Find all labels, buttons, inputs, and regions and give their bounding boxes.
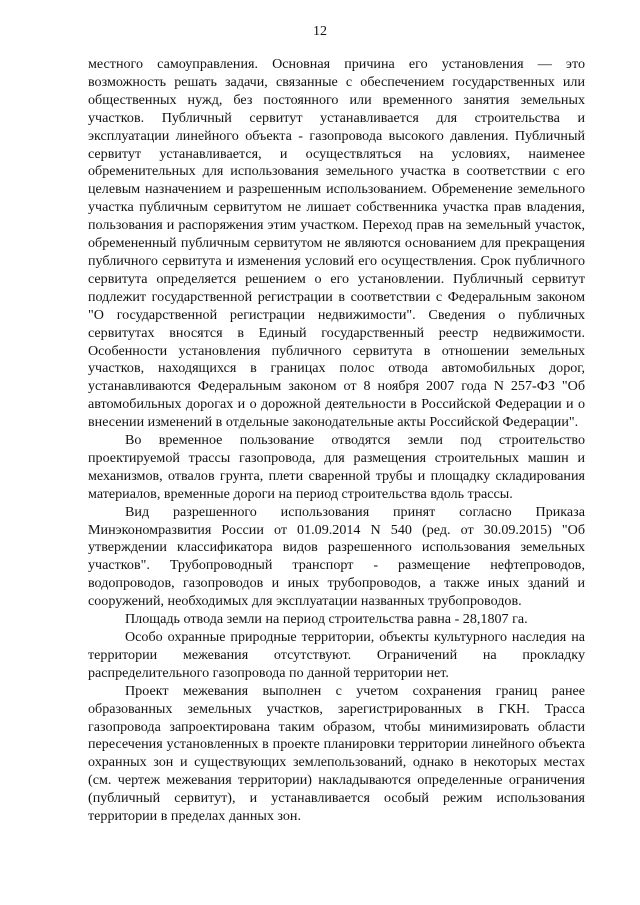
paragraph: местного самоуправления. Основная причина его установления — это возможность решать задачи, связанные с обеспечением государственных или общественных нужд, без постоянного или временного занятия земельных участков. Публичный сервитут устанавливается для строительства и эксплуатации линейного объекта - газопровода высокого давления. Публичный сервитут устанавливается, и осуществляться на условиях, наименее обременительных для использования земельного участка в соответствии с его целевым назначением и разрешенным использованием. Обременение земельного участка публичным сервитутом не лишает собственника участка прав владения, пользования и распоряжения этим участком. Переход прав на земельный участок, обремененный публичным сервитутом не являются основанием для прекращения публичного сервитута и изменения условий его осуществления. Срок публичного сервитута определяется решением о его установлении. Публичный сервитут подлежит государственной регистрации в соответствии с Федеральным законом "О государственной регистрации недвижимости". Сведения о публичных сервитутах вносятся в Единый государственный реестр недвижимости. Особенности установления публичного сервитута в отношении земельных участков, находящихся в границах полос отвода автомобильных дорог, устанавливаются Федеральным законом от 8 ноября 2007 года N 257-ФЗ "Об автомобильных дорогах и о дорожной деятельности в Российской Федерации и о внесении изменений в отдельные законодательные акты Российской Федерации". [88, 56, 585, 431]
paragraph: Площадь отвода земли на период строительства равна - 28,1807 га. [125, 611, 528, 628]
paragraph: Проект межевания выполнен с учетом сохранения границ ранее образованных земельных участков, зарегистрированных в ГКН. Трасса газопровода запроектирована таким образом, чтобы минимизировать области пересечения установленных в проекте планировки территории линейного объекта охранных зон и существующих землепользований, однако в некоторых местах (см. чертеж межевания территории) накладываются определенные ограничения (публичный сервитут), и устанавливается особый режим использования территории в пределах данных зон. [88, 682, 585, 825]
paragraph: Вид разрешенного использования принят согласно Приказа Минэкономразвития России от 01.09.2014 N 540 (ред. от 30.09.2015) "Об утверждении классификатора видов разрешенного использования земельных участков". Трубопроводный транспорт - размещение нефтепроводов, водопроводов, газопроводов и иных трубопроводов, а также иных зданий и сооружений, необходимых для эксплуатации названных трубопроводов. [88, 503, 585, 610]
paragraph: Особо охранные природные территории, объекты культурного наследия на территории межевания отсутствуют. Ограничений на прокладку распределительного газопровода по данной территории нет. [88, 629, 585, 681]
paragraph: Во временное пользование отводятся земли под строительство проектируемой трассы газопровода, для размещения строительных машин и механизмов, отвалов грунта, плети сваренной трубы и площадку складирования материалов, временные дороги на период строительства вдоль трассы. [88, 432, 585, 502]
page-number: 12 [313, 24, 327, 39]
document-body [88, 56, 585, 826]
